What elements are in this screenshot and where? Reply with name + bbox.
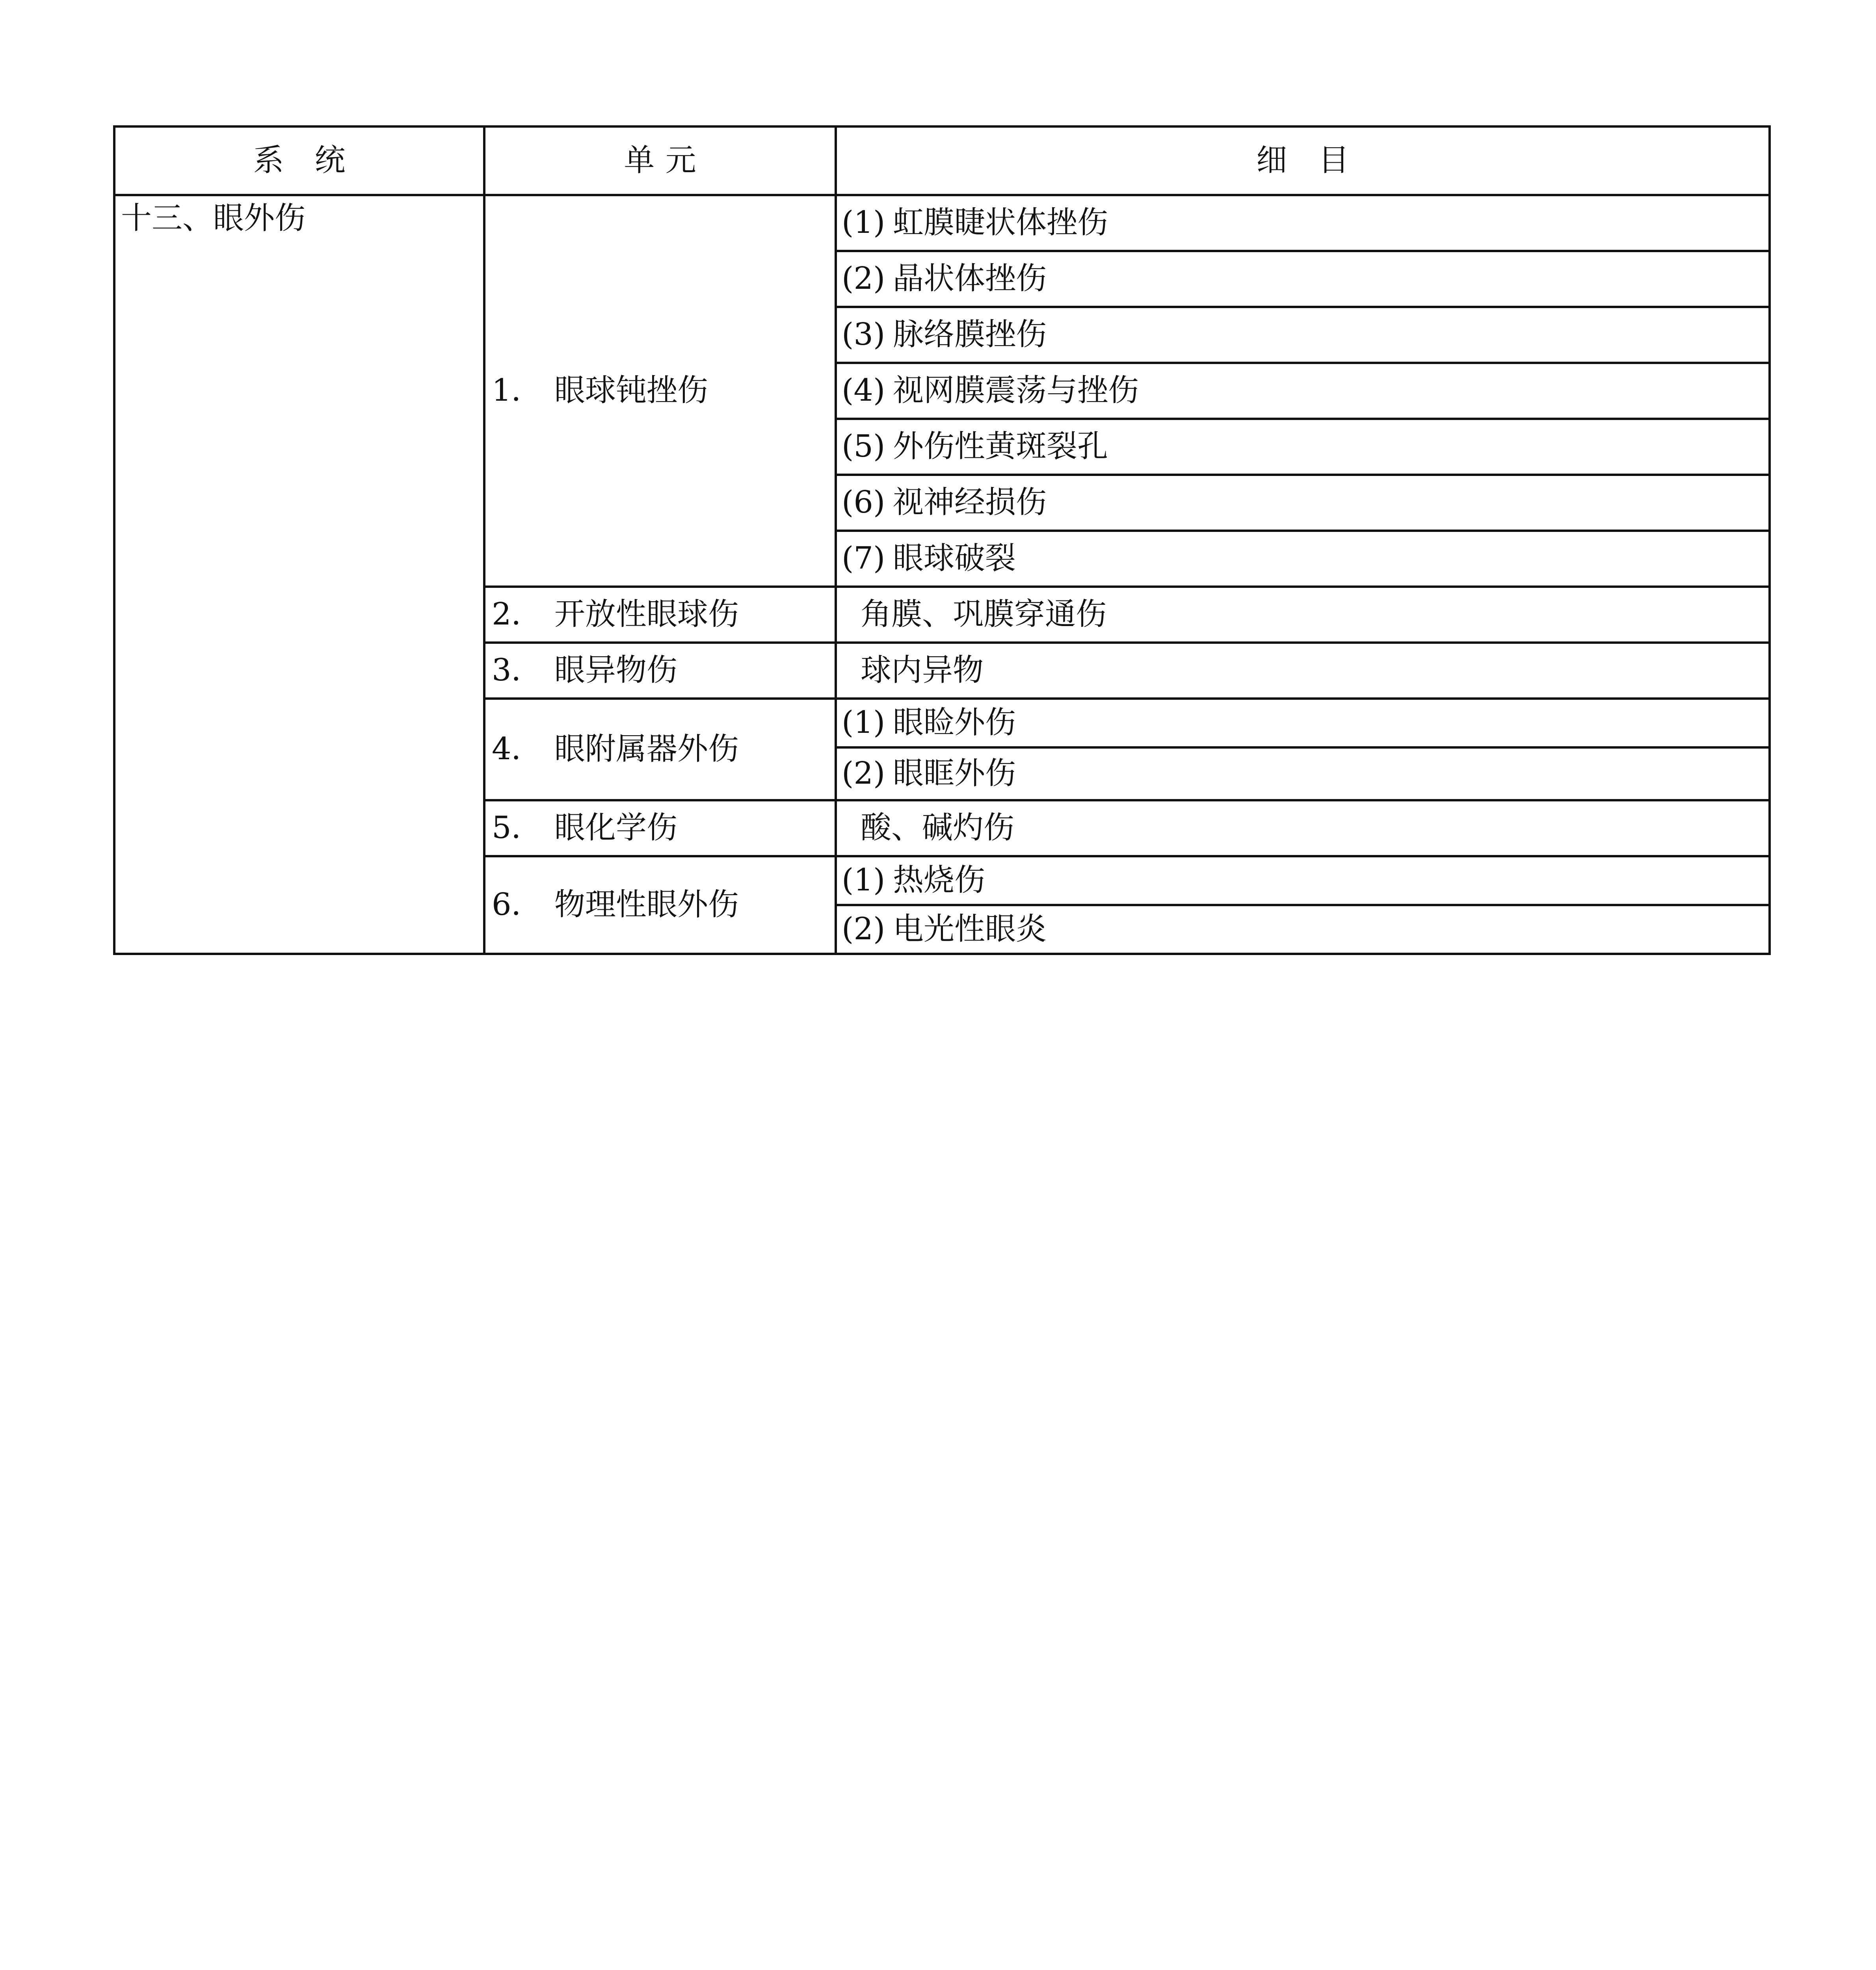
header-detail: 细 目 xyxy=(836,126,1770,195)
unit-cell: 6． 物理性眼外伤 xyxy=(484,856,836,954)
detail-item: (5) 外伤性黄斑裂孔 xyxy=(836,419,1770,475)
detail-item: 酸、碱灼伤 xyxy=(836,800,1770,856)
detail-item: (4) 视网膜震荡与挫伤 xyxy=(836,363,1770,419)
unit-cell: 4． 眼附属器外伤 xyxy=(484,699,836,800)
unit-cell: 3． 眼异物伤 xyxy=(484,643,836,699)
detail-item: 球内异物 xyxy=(836,643,1770,699)
detail-item: (1) 虹膜睫状体挫伤 xyxy=(836,195,1770,251)
detail-item: (3) 脉络膜挫伤 xyxy=(836,307,1770,363)
unit-cell: 5． 眼化学伤 xyxy=(484,800,836,856)
header-unit: 单元 xyxy=(484,126,836,195)
detail-item: (1) 眼睑外伤 xyxy=(836,699,1770,747)
detail-item: (7) 眼球破裂 xyxy=(836,531,1770,587)
header-system: 系 统 xyxy=(114,126,484,195)
detail-item: (6) 视神经损伤 xyxy=(836,475,1770,531)
syllabus-table-container xyxy=(113,125,1768,955)
unit-cell: 2． 开放性眼球伤 xyxy=(484,587,836,643)
detail-item: (2) 眼眶外伤 xyxy=(836,747,1770,800)
table-row xyxy=(114,195,1770,251)
syllabus-table xyxy=(113,125,1771,955)
detail-item: (2) 电光性眼炎 xyxy=(836,905,1770,954)
unit-cell: 1． 眼球钝挫伤 xyxy=(484,195,836,587)
detail-item: (2) 晶状体挫伤 xyxy=(836,251,1770,307)
table-header-row xyxy=(114,126,1770,195)
detail-item: (1) 热烧伤 xyxy=(836,856,1770,905)
detail-item: 角膜、巩膜穿通伤 xyxy=(836,587,1770,643)
system-cell: 十三、眼外伤 xyxy=(114,195,484,954)
